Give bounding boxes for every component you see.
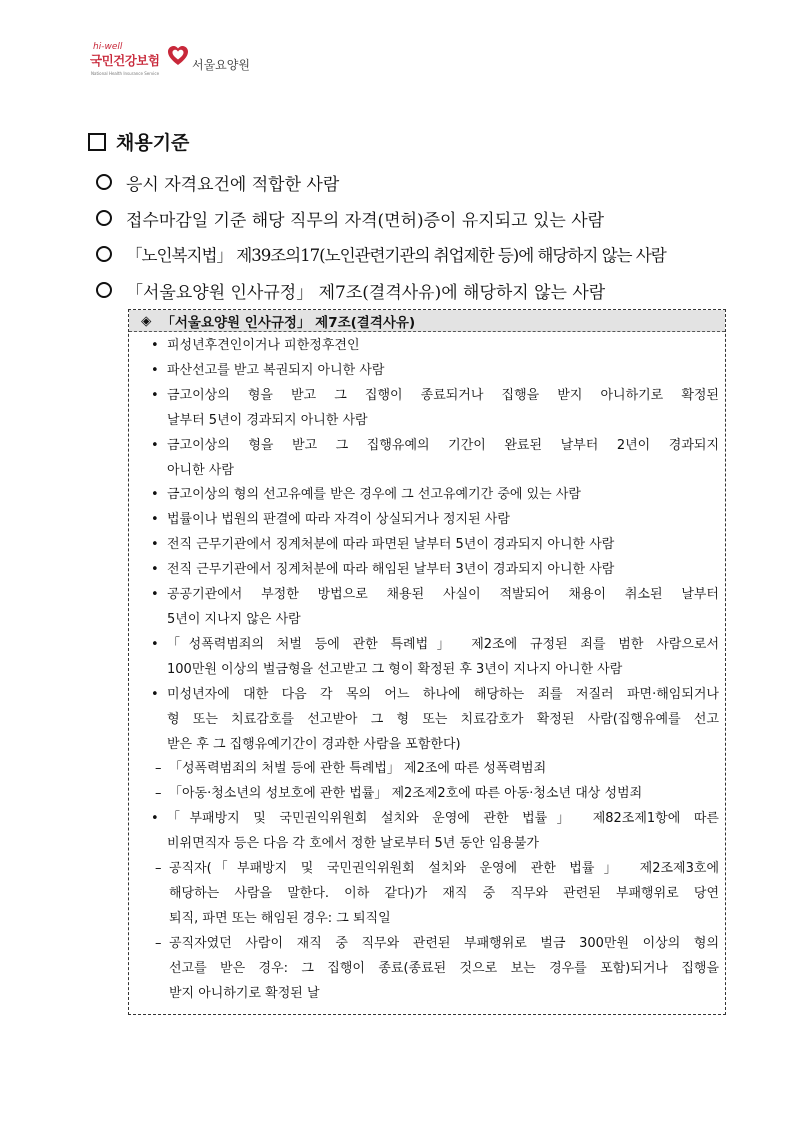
logo (88, 42, 268, 82)
dot-bullet-icon: • (151, 587, 159, 603)
list-item-line: 날부터 5년이 경과되지 아니한 사람 (167, 412, 368, 428)
list-item-line: 해당하는 사람을 말한다. 이하 같다)가 재직 중 직무와 관련된 부패행위로 당연 (169, 885, 719, 901)
list-item (147, 633, 719, 683)
circle-bullet-icon (96, 246, 112, 262)
dot-bullet-icon: • (151, 387, 159, 403)
criteria-item (96, 236, 726, 272)
criteria-text: 접수마감일 기준 해당 직무의 자격(면허)증이 유지되고 있는 사람 (126, 210, 605, 231)
logo-institution-name: 서울요양원 (192, 58, 250, 72)
list-item-line: 받지 아니하기로 확정된 날 (169, 985, 320, 1001)
list-item (147, 359, 719, 384)
criteria-text: 응시 자격요건에 적합한 사람 (126, 174, 340, 195)
disqualification-list (147, 334, 719, 1006)
list-item-line: 받은 후 그 집행유예기간이 경과한 사람을 포함한다) (167, 736, 461, 752)
dash-bullet-icon: – (155, 861, 162, 877)
list-item-line: 「아동·청소년의 성보호에 관한 법률」 제2조제2호에 따른 아동·청소년 대상 성범죄 (169, 786, 643, 802)
criteria-text: 「노인복지법」 제39조의17(노인관련기관의 취업제한 등)에 해당하지 않는 사람 (126, 246, 666, 265)
list-item (147, 384, 719, 434)
list-item (147, 807, 719, 857)
dot-bullet-icon: • (151, 636, 159, 652)
dot-bullet-icon: • (151, 562, 159, 578)
sub-list-item (147, 782, 719, 807)
list-item-line: 금고이상의 형의 선고유예를 받은 경우에 그 선고유예기간 중에 있는 사람 (167, 487, 581, 503)
section-title-text: 채용기준 (116, 132, 190, 154)
list-item-line: 공공기관에서 부정한 방법으로 채용된 사실이 적발되어 채용이 취소된 날부터 (167, 587, 719, 603)
list-item-line: 선고를 받은 경우: 그 집행이 종료(종료된 것으로 보는 경우를 포함)되거나 집행을 (169, 960, 719, 976)
logo-tagline: hi-well (93, 42, 123, 52)
list-item-line: 「성폭력범죄의 처벌 등에 관한 특례법」 제2조에 규정된 죄를 범한 사람으로서 (167, 636, 719, 652)
dot-bullet-icon: • (151, 811, 159, 827)
list-item (147, 533, 719, 558)
dot-bullet-icon: • (151, 437, 159, 453)
circle-bullet-icon (96, 174, 112, 190)
list-item (147, 508, 719, 533)
list-item (147, 683, 719, 758)
dash-bullet-icon: – (155, 761, 162, 777)
list-item-line: 공직자(「부패방지 및 국민권익위원회 설치와 운영에 관한 법률」 제2조제3호에 (169, 861, 719, 877)
criteria-item (96, 272, 726, 308)
logo-subtext: National Health Insurance Service (91, 71, 160, 76)
list-item-line: 미성년자에 대한 다음 각 목의 어느 하나에 해당하는 죄를 저질러 파면·해임되거나 (167, 686, 719, 702)
criteria-item (96, 200, 726, 236)
list-item (147, 483, 719, 508)
list-item (147, 583, 719, 633)
list-item (147, 334, 719, 359)
list-item-line: 아니한 사람 (167, 462, 234, 478)
list-item-line: 전직 근무기관에서 징계처분에 따라 파면된 날부터 5년이 경과되지 아니한 사람 (167, 537, 615, 553)
criteria-item (96, 164, 726, 200)
list-item-line: 공직자였던 사람이 재직 중 직무와 관련된 부패행위로 벌금 300만원 이상의 형의 (169, 935, 719, 951)
dash-bullet-icon: – (155, 786, 162, 802)
circle-bullet-icon (96, 210, 112, 226)
box-header (129, 310, 725, 332)
criteria-list (96, 164, 726, 308)
list-item-line: 파산선고를 받고 복권되지 아니한 사람 (167, 362, 385, 378)
diamond-bullet-icon: ◈ (141, 312, 152, 329)
dash-bullet-icon: – (155, 935, 162, 951)
list-item-line: 「성폭력범죄의 처벌 등에 관한 특례법」 제2조에 따른 성폭력범죄 (169, 761, 547, 777)
box-title: 「서울요양원 인사규정」 제7조(결격사유) (161, 314, 416, 331)
checkbox-icon (88, 133, 106, 151)
heart-logo-icon (167, 45, 189, 67)
sub-list-item (147, 857, 719, 932)
circle-bullet-icon (96, 282, 112, 298)
list-item (147, 558, 719, 583)
section-title (88, 128, 189, 155)
criteria-text: 「서울요양원 인사규정」 제7조(결격사유)에 해당하지 않는 사람 (126, 282, 606, 303)
dot-bullet-icon: • (151, 512, 159, 528)
list-item-line: 「부패방지 및 국민권익위원회 설치와 운영에 관한 법률」 제82조제1항에 따른 (167, 811, 719, 827)
list-item-line: 전직 근무기관에서 징계처분에 따라 해임된 날부터 3년이 경과되지 아니한 사람 (167, 562, 615, 578)
list-item-line: 형 또는 치료감호를 선고받아 그 형 또는 치료감호가 확정된 사람(집행유예를 선고 (167, 711, 719, 727)
disqualification-box (128, 309, 726, 1015)
dot-bullet-icon: • (151, 686, 159, 702)
list-item-line: 금고이상의 형을 받고 그 집행유예의 기간이 완료된 날부터 2년이 경과되지 (167, 437, 719, 453)
list-item-line: 금고이상의 형을 받고 그 집행이 종료되거나 집행을 받지 아니하기로 확정된 (167, 387, 719, 403)
logo-nhis-text: 국민건강보험 (90, 53, 160, 68)
list-item (147, 434, 719, 484)
list-item-line: 100만원 이상의 벌금형을 선고받고 그 형이 확정된 후 3년이 지나지 아니한 사람 (167, 661, 623, 677)
list-item-line: 5년이 지나지 않은 사람 (167, 611, 301, 627)
list-item-line: 법률이나 법원의 판결에 따라 자격이 상실되거나 정지된 사람 (167, 512, 510, 528)
dot-bullet-icon: • (151, 362, 159, 378)
list-item-line: 피성년후견인이거나 피한정후견인 (167, 338, 360, 353)
list-item-line: 퇴직, 파면 또는 해임된 경우: 그 퇴직일 (169, 910, 391, 926)
sub-list-item (147, 757, 719, 782)
dot-bullet-icon: • (151, 537, 159, 553)
sub-list-item (147, 932, 719, 1007)
dot-bullet-icon: • (151, 338, 159, 353)
list-item-line: 비위면직자 등은 다음 각 호에서 정한 날로부터 5년 동안 임용불가 (167, 836, 539, 852)
dot-bullet-icon: • (151, 487, 159, 503)
